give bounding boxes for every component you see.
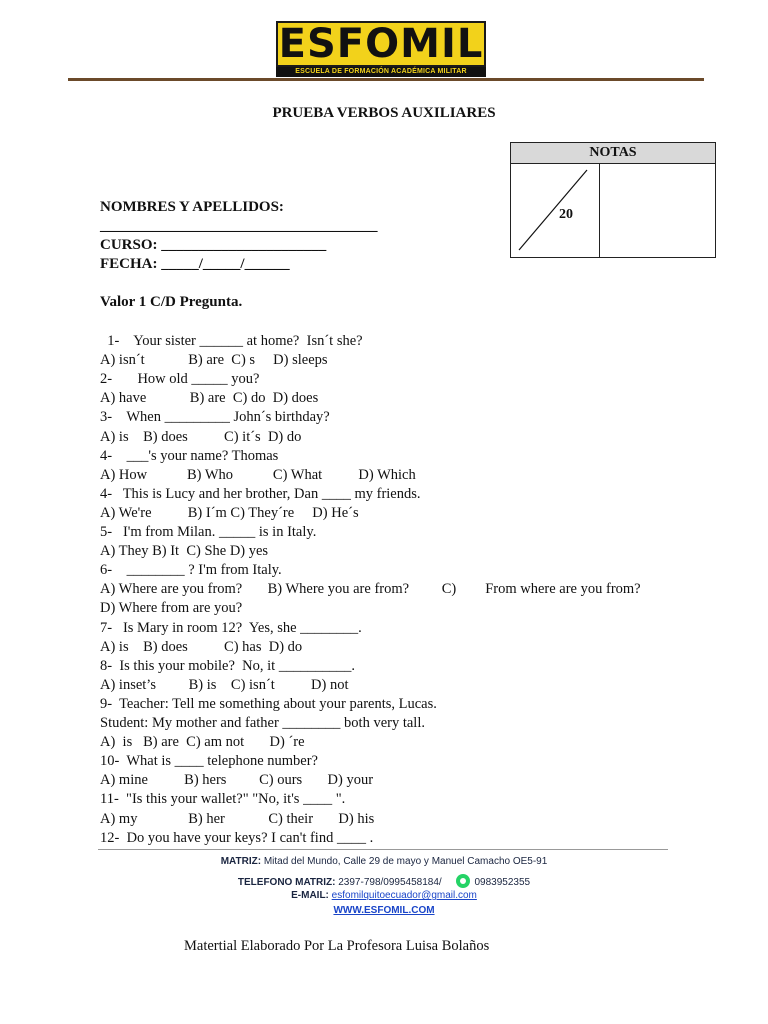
esfomil-logo	[276, 21, 486, 77]
question-options: A) have B) are C) do D) does	[100, 390, 319, 407]
footer-web	[0, 905, 768, 916]
question-text: 10- What is ____ telephone number?	[100, 753, 318, 770]
nombres-blank-line[interactable]: _____________________________________	[100, 218, 378, 234]
telefono-label: TELEFONO MATRIZ:	[237, 877, 336, 888]
question-text: 7- Is Mary in room 12? Yes, she ________.	[100, 619, 362, 636]
question-options: A) is B) does C) has D) do	[100, 638, 303, 655]
footer-email	[0, 890, 768, 901]
question-text: 11- "Is this your wallet?" "No, it's ____ ".	[100, 791, 346, 808]
footer-phone	[0, 874, 768, 888]
question-text: 12- Do you have your keys? I can't find ____ .	[100, 829, 374, 846]
footer-address	[0, 856, 768, 867]
question-options: A) isn´t B) are C) s D) sleeps	[100, 352, 328, 369]
question-options: A) is B) are C) am not D) ´re	[100, 734, 305, 751]
grades-header: NOTAS	[511, 143, 715, 164]
whatsapp-number: 0983952355	[474, 877, 531, 888]
question-options: D) Where from are you?	[100, 600, 243, 617]
question-options: A) Where are you from? B) Where you are from? C) From where are you from?	[100, 581, 641, 598]
question-options: A) is B) does C) it´s D) do	[100, 428, 302, 445]
question-text: 8- Is this your mobile? No, it __________.	[100, 657, 355, 674]
telefono-numbers: 2397-798/0995458184/	[338, 877, 442, 888]
whatsapp-icon	[456, 874, 470, 888]
question-text: 4- This is Lucy and her brother, Dan ____ my friends.	[100, 485, 421, 502]
question-text: 6- ________ ? I'm from Italy.	[100, 562, 282, 579]
logo-name: ESFOMIL	[278, 21, 484, 67]
email-link[interactable]: esfomilquitoecuador@gmail.com	[331, 890, 477, 901]
question-text: 2- How old _____ you?	[100, 371, 260, 388]
question-text: 1- Your sister ______ at home? Isn´t she?	[100, 333, 363, 349]
question-options: A) my B) her C) their D) his	[100, 810, 375, 827]
question-options: A) inset’s B) is C) isn´t D) not	[100, 676, 349, 693]
author-credit: Matertial Elaborado Por La Profesora Luisa Bolaños	[184, 938, 490, 954]
grades-box	[510, 142, 716, 258]
question-text: 5- I'm from Milan. _____ is in Italy.	[100, 524, 317, 540]
nombres-label: NOMBRES Y APELLIDOS:	[100, 199, 284, 215]
question-options: A) How B) Who C) What D) Which	[100, 466, 416, 483]
question-options: A) mine B) hers C) ours D) your	[100, 772, 374, 789]
question-options: A) They B) It C) She D) yes	[100, 543, 269, 560]
question-text: 9- Teacher: Tell me something about your parents, Lucas.	[100, 695, 437, 712]
points-note: Valor 1 C/D Pregunta.	[100, 294, 243, 310]
email-label: E-MAIL:	[291, 890, 329, 901]
grades-divider	[599, 164, 600, 258]
logo-subtitle: ESCUELA DE FORMACIÓN ACADÉMICA MILITAR	[276, 67, 486, 77]
matriz-address: Mitad del Mundo, Calle 29 de mayo y Manuel Camacho OE5-91	[263, 856, 548, 867]
question-options: A) We're B) I´m C) They´re D) He´s	[100, 504, 359, 521]
grade-diagonal-line	[511, 164, 599, 258]
footer-divider	[98, 849, 668, 850]
question-text: 3- When _________ John´s birthday?	[100, 409, 330, 426]
website-link[interactable]: WWW.ESFOMIL.COM	[333, 905, 435, 916]
matriz-label: MATRIZ:	[220, 856, 262, 867]
grade-total: 20	[559, 207, 573, 222]
curso-field[interactable]: CURSO: ______________________	[100, 237, 327, 253]
page-title: PRUEBA VERBOS AUXILIARES	[272, 105, 496, 121]
header-divider	[68, 78, 704, 81]
fecha-field[interactable]: FECHA: _____/_____/______	[100, 256, 290, 272]
question-text: 4- ___'s your name? Thomas	[100, 447, 279, 464]
question-options: Student: My mother and father ________ both very tall.	[100, 715, 425, 731]
